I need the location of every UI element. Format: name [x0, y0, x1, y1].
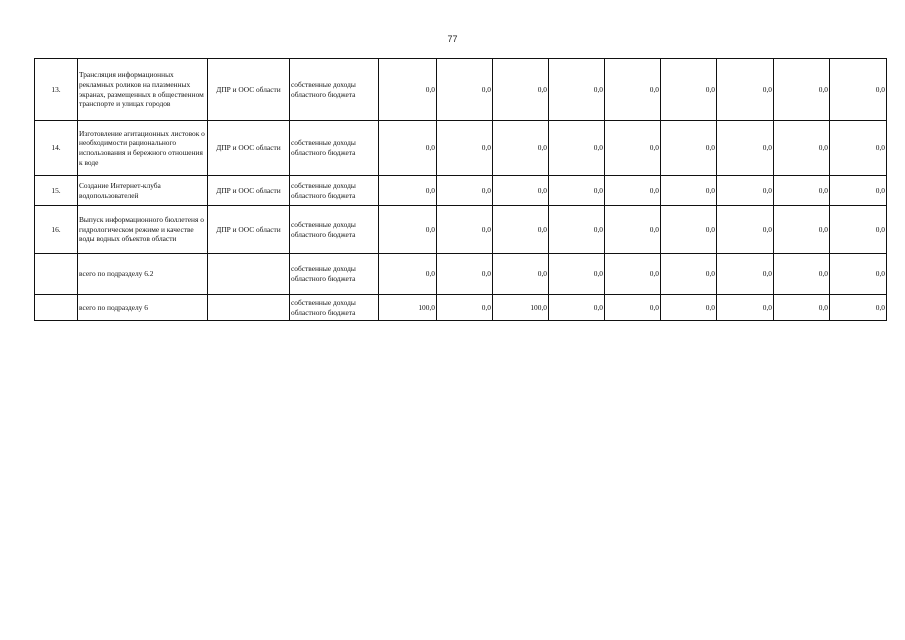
row-number-cell: 16. [35, 206, 78, 254]
amount-cell: 0,0 [717, 206, 774, 254]
amount-cell: 0,0 [437, 254, 493, 295]
funding-source-cell: собственные доходы областного бюджета [290, 206, 379, 254]
amount-cell: 0,0 [774, 206, 830, 254]
amount-cell: 0,0 [379, 206, 437, 254]
funding-source-cell: собственные доходы областного бюджета [290, 254, 379, 295]
amount-cell: 0,0 [830, 254, 887, 295]
amount-cell: 0,0 [774, 254, 830, 295]
amount-cell: 0,0 [549, 254, 605, 295]
amount-cell: 0,0 [379, 254, 437, 295]
table-row [35, 176, 887, 206]
amount-cell: 0,0 [774, 59, 830, 121]
amount-cell: 0,0 [549, 121, 605, 176]
amount-cell: 0,0 [379, 59, 437, 121]
funding-source-cell: собственные доходы областного бюджета [290, 176, 379, 206]
amount-cell: 0,0 [774, 121, 830, 176]
amount-cell: 0,0 [549, 206, 605, 254]
amount-cell: 0,0 [717, 295, 774, 321]
row-number-cell: 13. [35, 59, 78, 121]
executor-cell: ДПР и ООС области [208, 206, 290, 254]
amount-cell: 0,0 [830, 206, 887, 254]
page-number: 77 [447, 34, 458, 44]
amount-cell: 0,0 [493, 121, 549, 176]
amount-cell: 0,0 [493, 254, 549, 295]
amount-cell: 100,0 [379, 295, 437, 321]
amount-cell: 0,0 [379, 121, 437, 176]
amount-cell: 0,0 [830, 295, 887, 321]
amount-cell: 0,0 [493, 176, 549, 206]
table-row [35, 59, 887, 121]
amount-cell: 0,0 [605, 59, 661, 121]
amount-cell: 0,0 [661, 121, 717, 176]
amount-cell: 0,0 [549, 295, 605, 321]
executor-cell: ДПР и ООС области [208, 59, 290, 121]
row-number-cell: 14. [35, 121, 78, 176]
amount-cell: 0,0 [437, 59, 493, 121]
table-row [35, 254, 887, 295]
amount-cell: 0,0 [437, 295, 493, 321]
amount-cell: 0,0 [661, 206, 717, 254]
activity-name-cell: всего по подразделу 6.2 [78, 254, 208, 295]
table-row [35, 206, 887, 254]
amount-cell: 0,0 [437, 121, 493, 176]
table-row [35, 295, 887, 321]
row-number-cell [35, 295, 78, 321]
funding-source-cell: собственные доходы областного бюджета [290, 59, 379, 121]
row-number-cell [35, 254, 78, 295]
amount-cell: 0,0 [661, 295, 717, 321]
amount-cell: 0,0 [605, 176, 661, 206]
amount-cell: 0,0 [717, 59, 774, 121]
amount-cell: 0,0 [830, 59, 887, 121]
budget-table [34, 58, 887, 321]
row-number-cell: 15. [35, 176, 78, 206]
executor-cell [208, 254, 290, 295]
amount-cell: 0,0 [605, 206, 661, 254]
activity-name-cell: всего по подразделу 6 [78, 295, 208, 321]
amount-cell: 0,0 [661, 176, 717, 206]
amount-cell: 0,0 [437, 176, 493, 206]
executor-cell: ДПР и ООС области [208, 121, 290, 176]
amount-cell: 0,0 [661, 59, 717, 121]
amount-cell: 0,0 [493, 206, 549, 254]
executor-cell [208, 295, 290, 321]
amount-cell: 0,0 [493, 59, 549, 121]
amount-cell: 0,0 [437, 206, 493, 254]
table-row [35, 121, 887, 176]
amount-cell: 0,0 [549, 59, 605, 121]
amount-cell: 0,0 [774, 176, 830, 206]
amount-cell: 0,0 [717, 121, 774, 176]
activity-name-cell: Создание Интернет-клуба водопользователей [78, 176, 208, 206]
funding-source-cell: собственные доходы областного бюджета [290, 121, 379, 176]
amount-cell: 0,0 [717, 176, 774, 206]
amount-cell: 0,0 [717, 254, 774, 295]
activity-name-cell: Выпуск информационного бюллетеня о гидрологическом режиме и качестве воды водных объектов области [78, 206, 208, 254]
amount-cell: 0,0 [605, 295, 661, 321]
activity-name-cell: Трансляция информационных рекламных роликов на плазменных экранах, размещенных в общественном транспорте и улицах городов [78, 59, 208, 121]
amount-cell: 0,0 [830, 176, 887, 206]
funding-source-cell: собственные доходы областного бюджета [290, 295, 379, 321]
amount-cell: 0,0 [774, 295, 830, 321]
activity-name-cell: Изготовление агитационных листовок о необходимости рационального использования и бережного отношения к воде [78, 121, 208, 176]
amount-cell: 100,0 [493, 295, 549, 321]
amount-cell: 0,0 [661, 254, 717, 295]
executor-cell: ДПР и ООС области [208, 176, 290, 206]
amount-cell: 0,0 [830, 121, 887, 176]
amount-cell: 0,0 [605, 121, 661, 176]
amount-cell: 0,0 [549, 176, 605, 206]
amount-cell: 0,0 [379, 176, 437, 206]
amount-cell: 0,0 [605, 254, 661, 295]
